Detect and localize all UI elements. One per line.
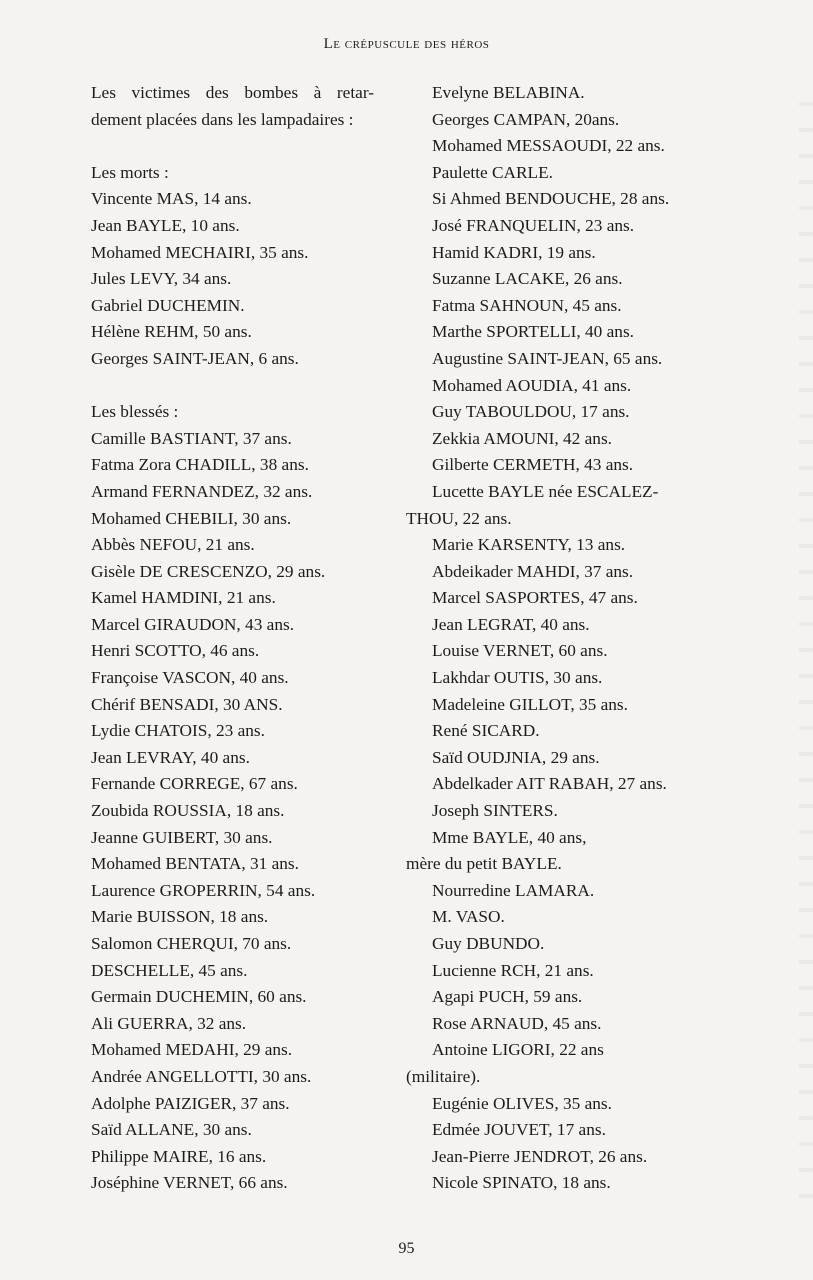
victim-wounded-entry: Suzanne LACAKE, 26 ans.: [432, 269, 623, 289]
spacer: [91, 373, 381, 400]
victim-wounded-entry: Madeleine GILLOT, 35 ans.: [432, 694, 628, 714]
victim-dead-entry: Jules LEVY, 34 ans.: [91, 269, 232, 289]
victim-wounded-entry: Abbès NEFOU, 21 ans.: [91, 535, 255, 555]
victim-wounded-entry: René SICARD.: [432, 721, 540, 741]
dead-heading: Les morts :: [91, 162, 169, 182]
victim-wounded-entry: Saïd ALLANE, 30 ans.: [91, 1120, 252, 1140]
victim-wounded-entry: Saïd OUDJNIA, 29 ans.: [432, 747, 600, 767]
victim-dead-entry: Vincente MAS, 14 ans.: [91, 189, 252, 209]
victim-wounded-entry: THOU, 22 ans.: [406, 508, 512, 528]
victim-wounded-entry: Antoine LIGORI, 22 ans: [432, 1040, 604, 1060]
victim-wounded-entry: Salomon CHERQUI, 70 ans.: [91, 934, 292, 953]
victim-dead-entry: Jean BAYLE, 10 ans.: [91, 215, 240, 235]
victim-wounded-entry: Laurence GROPERRIN, 54 ans.: [91, 880, 316, 900]
spacer: [91, 133, 381, 160]
victim-wounded-entry: Jean LEGRAT, 40 ans.: [432, 614, 590, 634]
victim-wounded-entry: Lucienne RCH, 21 ans.: [432, 960, 594, 980]
victim-wounded-entry: Augustine SAINT-JEAN, 65 ans.: [432, 348, 663, 368]
page-number: 95: [398, 1240, 415, 1257]
victim-wounded-entry: Guy TABOULDOU, 17 ans.: [432, 402, 630, 422]
victim-wounded-entry: Marie BUISSON, 18 ans.: [91, 907, 269, 927]
victim-wounded-entry: Zekkia AMOUNI, 42 ans.: [432, 428, 612, 448]
victim-wounded-entry: Fernande CORREGE, 67 ans.: [91, 774, 298, 794]
right-column: [406, 80, 716, 1197]
victim-wounded-entry: Jean LEVRAY, 40 ans.: [91, 747, 250, 767]
victim-wounded-entry: Adolphe PAIZIGER, 37 ans.: [91, 1093, 290, 1113]
victim-wounded-entry: mère du petit BAYLE.: [406, 854, 562, 874]
victim-wounded-entry: Kamel HAMDINI, 21 ans.: [91, 588, 276, 608]
victim-wounded-entry: Georges CAMPAN, 20ans.: [432, 109, 620, 129]
victim-wounded-entry: Andrée ANGELLOTTI, 30 ans.: [91, 1066, 312, 1086]
victim-wounded-entry: Evelyne BELABINA.: [432, 83, 585, 102]
victim-wounded-entry: Mohamed CHEBILI, 30 ans.: [91, 508, 292, 528]
victim-wounded-entry: Nourredine LAMARA.: [432, 880, 595, 900]
left-column: [91, 80, 381, 1197]
victim-wounded-entry: Gisèle DE CRESCENZO, 29 ans.: [91, 561, 326, 581]
victim-wounded-entry: Camille BASTIANT, 37 ans.: [91, 428, 292, 448]
victim-wounded-entry: Germain DUCHEMIN, 60 ans.: [91, 987, 307, 1007]
victim-wounded-entry: Lakhdar OUTIS, 30 ans.: [432, 668, 603, 688]
victim-wounded-entry: Eugénie OLIVES, 35 ans.: [432, 1093, 612, 1113]
victim-wounded-entry: Joseph SINTERS.: [432, 801, 558, 821]
running-header: Le crépuscule des héros: [323, 36, 490, 52]
victim-wounded-entry: Nicole SPINATO, 18 ans.: [432, 1173, 611, 1193]
victim-wounded-entry: Chérif BENSADI, 30 ANS.: [91, 694, 283, 714]
victim-wounded-entry: Marthe SPORTELLI, 40 ans.: [432, 322, 634, 342]
victim-wounded-entry: DESCHELLE, 45 ans.: [91, 960, 248, 980]
victim-wounded-entry: Philippe MAIRE, 16 ans.: [91, 1146, 267, 1166]
intro-line-1: Les victimes des bombes à retar-: [91, 83, 374, 102]
victim-wounded-entry: Marie KARSENTY, 13 ans.: [432, 535, 626, 555]
victim-wounded-entry: Armand FERNANDEZ, 32 ans.: [91, 481, 313, 501]
victim-wounded-entry: Abdelkader AIT RABAH, 27 ans.: [432, 774, 667, 794]
victim-wounded-entry: Zoubida ROUSSIA, 18 ans.: [91, 801, 285, 821]
victim-wounded-entry: Fatma Zora CHADILL, 38 ans.: [91, 455, 309, 475]
facing-page-bleed: [799, 80, 813, 1200]
victim-wounded-entry: Gilberte CERMETH, 43 ans.: [432, 455, 634, 475]
victim-wounded-entry: Mohamed MESSAOUDI, 22 ans.: [432, 136, 665, 156]
victim-wounded-entry: Abdeikader MAHDI, 37 ans.: [432, 561, 634, 581]
victim-wounded-entry: Ali GUERRA, 32 ans.: [91, 1013, 247, 1033]
wounded-heading: Les blessés :: [91, 402, 179, 422]
victim-wounded-entry: Jeanne GUIBERT, 30 ans.: [91, 827, 273, 847]
victim-wounded-entry: Marcel GIRAUDON, 43 ans.: [91, 614, 295, 634]
victim-wounded-entry: Lucette BAYLE née ESCALEZ-: [432, 481, 659, 501]
victim-wounded-entry: Mohamed MEDAHI, 29 ans.: [91, 1040, 293, 1060]
victim-dead-entry: Georges SAINT-JEAN, 6 ans.: [91, 348, 299, 368]
victim-wounded-entry: Fatma SAHNOUN, 45 ans.: [432, 295, 622, 315]
intro-line-2: dement placées dans les lampadaires :: [91, 109, 354, 129]
victim-wounded-entry: Henri SCOTTO, 46 ans.: [91, 641, 260, 661]
victim-dead-entry: Hélène REHM, 50 ans.: [91, 322, 252, 342]
victim-wounded-entry: Lydie CHATOIS, 23 ans.: [91, 721, 265, 741]
victim-wounded-entry: Mme BAYLE, 40 ans,: [432, 827, 587, 847]
victim-wounded-entry: José FRANQUELIN, 23 ans.: [432, 215, 635, 235]
victim-wounded-entry: Paulette CARLE.: [432, 162, 553, 182]
victim-wounded-entry: (militaire).: [406, 1066, 481, 1086]
victim-wounded-entry: Edmée JOUVET, 17 ans.: [432, 1120, 606, 1140]
victim-wounded-entry: Joséphine VERNET, 66 ans.: [91, 1173, 288, 1193]
victim-wounded-entry: Louise VERNET, 60 ans.: [432, 641, 608, 661]
victim-wounded-entry: Agapi PUCH, 59 ans.: [432, 987, 583, 1007]
victim-wounded-entry: Marcel SASPORTES, 47 ans.: [432, 588, 638, 608]
victim-wounded-entry: Hamid KADRI, 19 ans.: [432, 242, 596, 262]
victim-dead-entry: Mohamed MECHAIRI, 35 ans.: [91, 242, 309, 262]
victim-wounded-entry: Mohamed AOUDIA, 41 ans.: [432, 375, 632, 395]
victim-wounded-entry: Jean-Pierre JENDROT, 26 ans.: [432, 1146, 648, 1166]
victim-wounded-entry: Guy DBUNDO.: [432, 934, 545, 953]
wounded-list: [91, 426, 381, 1197]
victim-wounded-entry: Si Ahmed BENDOUCHE, 28 ans.: [432, 189, 670, 209]
victim-wounded-entry: Françoise VASCON, 40 ans.: [91, 668, 289, 688]
victim-wounded-entry: Rose ARNAUD, 45 ans.: [432, 1013, 602, 1033]
victim-wounded-entry: Mohamed BENTATA, 31 ans.: [91, 854, 299, 874]
victim-dead-entry: Gabriel DUCHEMIN.: [91, 295, 245, 315]
victim-wounded-entry: M. VASO.: [432, 907, 505, 927]
dead-list: [91, 186, 381, 372]
